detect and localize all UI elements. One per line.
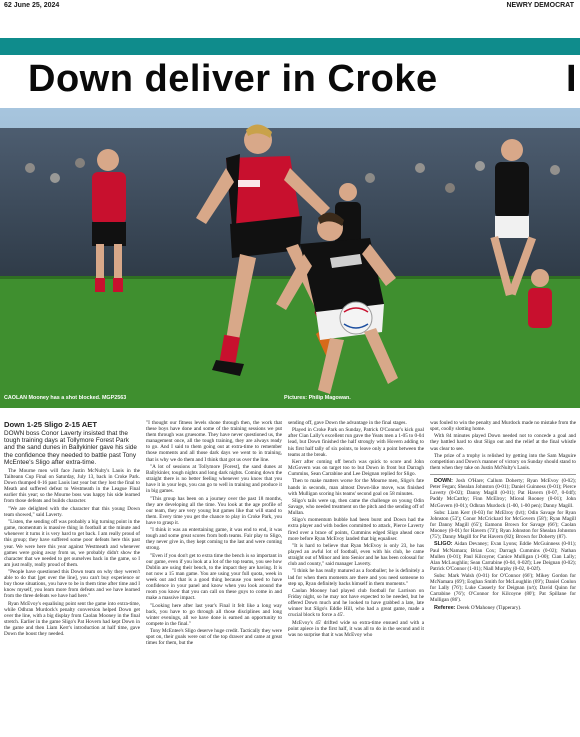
paragraph: Played in Croke Park on Sunday, Patrick O'Connor's kick goal after Cian Lally's excellent run gave the Yeats men a 1-05 to 0-04 lead, but Down finished the half strongly with Hovern adding to his first half tally of six points, to leave only a point between the teams at the break.: [288, 427, 424, 458]
down-team-label: DOWN:: [434, 478, 453, 485]
paragraph: "Looking here after last year's Final it felt like a long way back, you have to go through all those disciplines and long winter evenings, all we have done is earned an opportunity to compete in the final.": [146, 602, 282, 627]
background-player-far: [528, 269, 552, 328]
paragraph: Sligo's momentum bubble had been burst and Down had the extra player and with bodies committed to attack, Pierce Laverty fired over a brace of points, Cummins edged Sligo ahead once more before Ryan McEvoy landed that big equaliser.: [288, 517, 424, 542]
paragraph: "Listen, the sending off was probably a big turning point in the game, momentum is massive thing in football at the minute and whenever it turns it is very hard to get back. I am really proud of this group; they have suffered some poor defeats here this past year. We were here this year against Westmeath and whenever games were going away from us, we probably didn't show the character that we needed to get ourselves back in the game, so I am just really, really proud of them.: [4, 519, 140, 568]
paragraph: "People have questioned this Down team on why they weren't able to do that [get over the line], you can't buy experience or buy those situations, you have to be in them time after time and I know myself, you learn more from defeats and we have learned from the three defeats we have had here.": [4, 569, 140, 600]
match-photo-illustration: [0, 108, 580, 408]
photo-caption: CAOLAN Mooney has a shot blocked. MGP2563: [4, 395, 127, 401]
paragraph: "I think he has really matured as a footballer; he is definitely a lad for when them moments are there and you need someone to step up, Ryan definitely backs himself in them moments.": [288, 568, 424, 587]
paragraph: "This group has been on a journey over the past 18 months, they are developing all the time. You look at the age profile of our team, they are very young but games like that will stand to them. Every time you get the chance to play in Croke Park, you have to grasp it.: [146, 495, 282, 526]
paragraph: Caolan Mooney had played club football for Larrison on Friday night, so he may not have expected to be needed, but he offered Down much and he looked to have grabbed a late, late winner but Sligo's Eddie Hill, who had a great game, made a crucial block to force a 45'.: [288, 587, 424, 619]
paragraph: "It is hard to believe that Ryan McEvoy is only 23, he has played an awful lot of football, even with his club, he came straight out of Minor and into Senior and he has been colossal for club and county," said manager Laverty.: [288, 542, 424, 568]
paragraph: With 84 minutes played Down needed not to concede a goal and they battled hard to shut Sligo out and the relief at the final whistle was clear to see.: [430, 433, 576, 452]
page-date: 62 June 25, 2024: [4, 2, 60, 9]
down-lineup-text: Josh O'Hare; Callum Doherty; Ryan McEvoy (0-02); Peter Fegan; Shealan Johnston (0-01); Daniel Guinness (0-01); Pierce Laverty (0-02); Danny Magill (0-01); Pat Havern (0-07, 0-04f); Paddy McCarthy; Finn McElroy; Miceal Rooney (0-01); John McGovern (0-01); Odhran Murdock (1-00, 1-00 pen); Danny Magill.: [430, 478, 576, 509]
paragraph: The Mourne men will face Justin McNulty's Laois in the Tailteann Cup Final on Saturday, July 13, back in Croke Park. Down thumped 0-16 past Laois last year but they lost the final to Meath and suffered defeat to Westmeath in the League Final earlier this year; so the Mourne boss was happy his side learned from those defeats and builds character.: [4, 468, 140, 505]
column-divider: [430, 474, 576, 475]
paragraph: Sligo's tails were up, then came the challenge on young Odin Savage, who needed treatment on the pitch and the sending off of Mullan.: [288, 497, 424, 517]
paragraph: McEvoy's 45' drifted wide so extra-time ensued and with a point apiece in the first half, it was all to do in the second and it was no surprise that it was McEvoy who: [288, 619, 424, 638]
article-standfirst: DOWN boss Conor Laverty insisted that the tough training days at Tollymore Forest Park and the sand dunes in Ballykinler gave his side the confidence they needed to battle past Tony McEntee's Sligo after extra-time.: [4, 430, 137, 466]
article-column-1: [4, 420, 140, 638]
paragraph: "I think it was an entertaining game, it was end to end, it was tough and some great scores from both teams. Fair play to Sligo, they never give in, they kept coming to the last and were coming strong.: [146, 527, 282, 552]
paragraph: "A lot of sessions at Tollymore [Forest], the sand dunes at Ballykinler, tough nights and long dark nights. Coming down the straight there is no better feeling whenever you know that you have it in your legs, you can go to well in training and produce it in big games.: [146, 463, 282, 495]
article-body: [0, 420, 580, 737]
paragraph: "I thought our fitness levels shone through then, the work that these boys have done and some of the training sessions we put them through was gruesome. They have never questioned us, the management once, all the tough training, they are always ready to go. And I said to them going out at extra-time to remember those moments and all those dark days we went to in training, that is why we do them and I think that got us over the line.: [146, 420, 282, 463]
referee-name: Derek O'Mahoney (Tipperary).: [456, 604, 522, 611]
paragraph: Ryan McEvoy's equalising point sent the game into extra-time, while Odhran Murdock's penalty conversion helped Down get over the line, with a big display from Caolan Mooney in the final stretch. Earlier in the game Sligo's Pat Hovern had kept Down in the game and then Liam Kerr's introduction at half time, gave Down the boost they needed.: [4, 600, 140, 638]
paragraph: was fouled to win the penalty and Murdock made no mistake from the spot, coolly slotting home.: [430, 420, 576, 433]
sligo-team-label: SLIGO:: [434, 541, 453, 548]
down-subs: Subs: Liam Kerr (0-03) for McElroy (h/t); Odin Savage for Ryan Johnston (53'); Conor McCrickard for McGovern (58'); Ryan Magill for Danny Magill (65'); Eamonn Brown for Savage (66'); Caolan Mooney (0-01) for Havern (73'); Ryan Johnston for Shealan Johnston (75'); Danny Magill for Pat Havern (82); Brown for Doherty (87).: [430, 509, 576, 541]
paragraph: Tony McEntee's Sligo deserve huge credit. Tactically they were spot on, their goals were out of the top drawer and came at great times for them, but the: [146, 628, 282, 647]
paragraph: sending off, gave Down the advantage in the final stages.: [288, 420, 407, 426]
match-photo: [0, 108, 580, 408]
sligo-subs: Subs: Mark Walsh (0-01) for O'Connor (66'); Mikey Gordon for McNamara (69'); Eoghan Smith for McLoughlin (69'); Daniel Conlon for Lally (76'); Luke Casserly for Deignan (n/t); David Quinn for Carrabine (76'); O'Connor for Kilcoyne (80'); Pat Spillane for Mulligan (86').: [430, 573, 576, 604]
football-ball: [340, 302, 372, 334]
referee-label: Referee:: [434, 604, 456, 611]
article-subhead: Down 1-25 Sligo 2-15 AET: [4, 420, 97, 429]
article-column-2: [146, 420, 282, 648]
sligo-lineup: [430, 541, 576, 571]
down-lineup: [430, 478, 576, 508]
paragraph: Kerr after coming off bench was quick to score and John McGovern was on target too to but Down in front but Darragh Cummins, Sean Carrabine and Lee Deignan replied for Sligo.: [288, 458, 424, 478]
page-headline: Down deliver in Croke: [28, 58, 438, 100]
paper-name: NEWRY DEMOCRAT: [506, 2, 574, 9]
section-bar: [0, 38, 580, 55]
headline-continuation: I: [566, 58, 577, 100]
article-column-3: [288, 420, 424, 639]
sligo-lineup-text: Aidan Devaney; Evan Lyons; Eddie McGuinness (0-01); Paul McNamara; Brian Cox; Darragh Cummins (0-02); Nathan Mullen (0-01); Paul Kilcoyne; Canice Mulligan (1-00); Cian Lally; Alan McLoughlin; Sean Carrabine (0-04, 0-02f); Lee Deignan (0-02); Patrick O'Connor (1-01); Niall Murphy (0-02, 0-02f).: [430, 541, 576, 572]
masthead: [0, 0, 580, 14]
paragraph: "Even if you don't get to extra time the bench is so important in our game, even if you look at a lot of the top teams, you see how Dublin are using their bench, to the impact they are having. It is not now a 15 man game. You are using your full quota, week in week out and that is a good thing because you need to have confidence in your panel and know when you look around the room you know that you can call on these guys to come in and make a massive impact.: [146, 552, 282, 602]
paragraph: "We are delighted with the character that this young Down team showed," said Laverty.: [4, 505, 140, 518]
photo-credit: Pictures: Philip Magowan.: [284, 395, 351, 401]
referee-line: [430, 605, 576, 611]
article-column-4: [430, 420, 576, 612]
paragraph: The prize of a trophy is relished by getting into the Sam Maguire competition and Down's manner of victory on Sunday should stand to them when they take on Justin McNulty's Laois.: [430, 452, 576, 472]
paragraph: Then to make matters worse for the Mourne men, Sligo's fate hands in seconds, man almost Down-like move, was finished with Mulligan scoring his teams' second goal on 58 minutes.: [288, 478, 424, 497]
